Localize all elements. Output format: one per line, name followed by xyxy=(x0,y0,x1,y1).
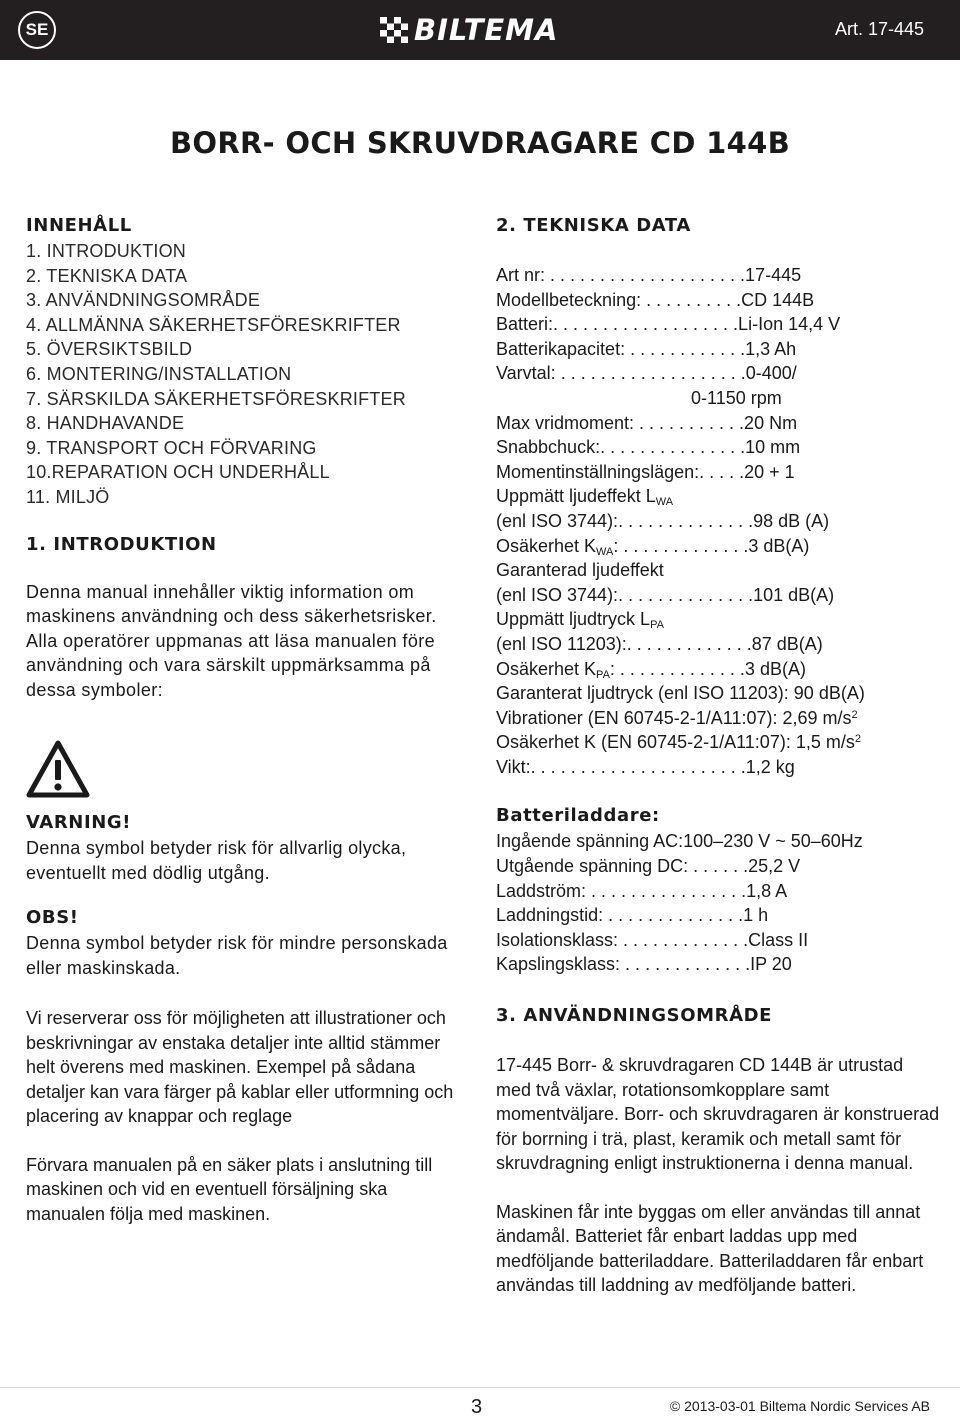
intro-text: Denna manual innehåller viktig information om maskinens användning och dess säkerhetsrisker. Alla operatörer uppmanas att läsa manualen före användning och vara särskilt uppmärksamma på dessa symboler: xyxy=(26,581,437,700)
spec-row: (enl ISO 11203):. . . . . . . . . . . . .87 dB(A) xyxy=(496,633,823,654)
toc-item: 9. TRANSPORT OCH FÖRVARING xyxy=(26,437,317,458)
brand-logo xyxy=(380,15,558,45)
charger-list xyxy=(496,829,940,977)
spec-row: Laddström: . . . . . . . . . . . . . . . .1,8 A xyxy=(496,880,788,901)
spec-label: Osäkerhet K xyxy=(496,658,597,679)
footer-divider xyxy=(0,1387,960,1388)
spec-label: Osäkerhet K xyxy=(496,535,597,556)
spec-row: Art nr: . . . . . . . . . . . . . . . . . . . .17-445 xyxy=(496,265,802,285)
warning-triangle-icon xyxy=(26,740,90,798)
spec-row: (enl ISO 3744):. . . . . . . . . . . . . .101 dB(A) xyxy=(496,584,835,605)
brand-name: BILTEMA xyxy=(414,13,559,47)
spec-row: Garanterat ljudtryck (enl ISO 11203): 90 dB(A) xyxy=(496,683,865,704)
spec-subscript: PA xyxy=(650,619,664,632)
spec-row: Vikt:. . . . . . . . . . . . . . . . . . . . . .1,2 kg xyxy=(496,756,795,777)
spec-row: Max vridmoment: . . . . . . . . . . .20 Nm xyxy=(496,412,798,433)
spec-row: Modellbeteckning: . . . . . . . . . .CD 144B xyxy=(496,289,815,310)
spec-superscript: 2 xyxy=(854,733,861,746)
article-number: Art. 17-445 xyxy=(834,19,924,39)
warning-label: VARNING! xyxy=(26,812,132,834)
spec-row: Batterikapacitet: . . . . . . . . . . . .1,3 Ah xyxy=(496,338,797,359)
tech-heading: 2. TEKNISKA DATA xyxy=(496,215,691,236)
left-column xyxy=(26,213,466,1226)
spec-label: Osäkerhet K (EN 60745-2-1/A11:07): 1,5 m/s xyxy=(496,732,855,753)
spec-row: Laddningstid: . . . . . . . . . . . . . .1 h xyxy=(496,905,769,926)
toc-item: 2. TEKNISKA DATA xyxy=(26,265,188,286)
spec-value: : . . . . . . . . . . . . .3 dB(A) xyxy=(609,658,806,679)
spec-subscript: WA xyxy=(596,545,614,558)
spec-label: Uppmätt ljudtryck L xyxy=(496,609,651,630)
spec-superscript: 2 xyxy=(851,708,858,721)
toc-item: 10.REPARATION OCH UNDERHÅLL xyxy=(26,462,330,483)
warning-text: Denna symbol betyder risk för allvarlig olycka, eventuellt med dödlig utgång. xyxy=(26,838,407,883)
spec-row xyxy=(496,607,940,632)
toc-item: 4. ALLMÄNNA SÄKERHETSFÖRESKRIFTER xyxy=(26,314,401,335)
copyright: © 2013-03-01 Biltema Nordic Services AB xyxy=(669,1398,930,1414)
intro-heading: 1. INTRODUKTION xyxy=(26,533,217,555)
spec-row: Ingående spänning AC:100–230 V ~ 50–60Hz xyxy=(496,831,863,852)
spec-row: Utgående spänning DC: . . . . . .25,2 V xyxy=(496,856,801,877)
spec-subscript: WA xyxy=(655,496,674,509)
usage-heading: 3. ANVÄNDNINGSOMRÅDE xyxy=(496,1005,773,1027)
toc-item: 11. MILJÖ xyxy=(26,486,110,507)
spec-value: : . . . . . . . . . . . . .3 dB(A) xyxy=(613,535,810,556)
obs-label: OBS! xyxy=(26,907,79,929)
page-number: 3 xyxy=(471,1396,483,1418)
toc-item: 3. ANVÄNDNINGSOMRÅDE xyxy=(26,290,261,311)
spec-subscript: PA xyxy=(596,668,610,681)
spec-row: 0-1150 rpm xyxy=(496,387,782,408)
obs-text: Denna symbol betyder risk för mindre personskada eller maskinskada. xyxy=(26,933,448,978)
usage-text: 17-445 Borr- & skruvdragaren CD 144B är utrustad med två växlar, rotationsomkopplare samt momentväljare. Borr- och skruvdragaren är konstruerad för borrning i trä, plast, keramik och metall samt för skruvdragning enligt instruktionerna i denna manual. xyxy=(496,1055,940,1174)
toc-item: 8. HANDHAVANDE xyxy=(26,413,185,434)
spec-row: Momentinställningslägen:. . . . .20 + 1 xyxy=(496,461,795,482)
spec-row: Varvtal: . . . . . . . . . . . . . . . . . . .0-400/ xyxy=(496,363,797,384)
toc-heading: INNEHÅLL xyxy=(26,215,132,236)
disclaimer-text: Vi reserverar oss för möjligheten att illustrationer och beskrivningar av enstaka detaljer inte alltid stämmer helt överens med maskinen. Exempel på sådana detaljer kan vara färger på kablar eller utformning och placering av knappar och reglage xyxy=(26,1008,454,1127)
spec-row: Kapslingsklass: . . . . . . . . . . . . .IP 20 xyxy=(496,954,792,975)
spec-row xyxy=(496,657,940,682)
language-badge: SE xyxy=(18,11,56,49)
spec-row: Isolationsklass: . . . . . . . . . . . . .Class II xyxy=(496,929,809,950)
spec-row: Garanterad ljudeffekt xyxy=(496,560,664,581)
charger-heading: Batteriladdare: xyxy=(496,805,660,827)
toc-item: 5. ÖVERSIKTSBILD xyxy=(26,339,193,360)
toc-item: 7. SÄRSKILDA SÄKERHETSFÖRESKRIFTER xyxy=(26,388,406,409)
checkered-flag-icon xyxy=(380,17,408,43)
tech-data-list xyxy=(496,263,940,779)
toc-item: 6. MONTERING/INSTALLATION xyxy=(26,363,292,384)
spec-label: Uppmätt ljudeffekt L xyxy=(496,486,656,507)
page-header xyxy=(0,0,960,60)
right-column xyxy=(496,213,940,1298)
spec-row xyxy=(496,484,940,509)
usage-restriction-text: Maskinen får inte byggas om eller användas till annat ändamål. Batteriet får enbart laddas upp med medföljande batteriladdare. Batteriladdaren får enbart användas till laddning av medföljande batteri. xyxy=(496,1201,924,1296)
page-title: BORR- OCH SKRUVDRAGARE CD 144B xyxy=(170,126,790,160)
spec-row xyxy=(496,534,940,559)
spec-label: Vibrationer (EN 60745-2-1/A11:07): 2,69 m/s xyxy=(496,707,852,728)
spec-row xyxy=(496,706,940,731)
spec-row: Batteri:. . . . . . . . . . . . . . . . . . .Li-Ion 14,4 V xyxy=(496,314,841,335)
toc-list xyxy=(26,239,466,510)
spec-row xyxy=(496,730,940,755)
storage-text: Förvara manualen på en säker plats i anslutning till maskinen och vid en eventuell försäljning ska manualen följa med maskinen. xyxy=(26,1154,433,1224)
toc-item: 1. INTRODUKTION xyxy=(26,241,187,261)
spec-row: (enl ISO 3744):. . . . . . . . . . . . . .98 dB (A) xyxy=(496,510,830,531)
spec-row: Snabbchuck:. . . . . . . . . . . . . . .10 mm xyxy=(496,437,801,458)
